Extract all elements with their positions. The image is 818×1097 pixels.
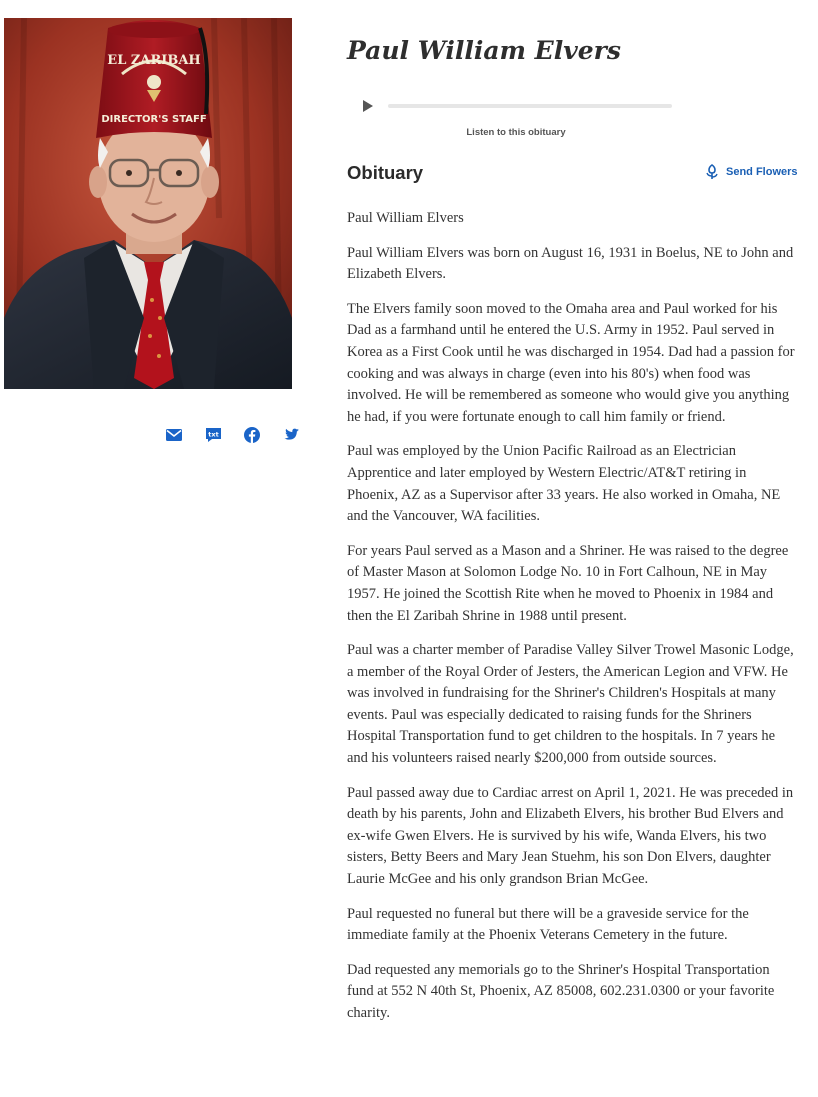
obituary-photo xyxy=(4,18,292,389)
obituary-name: Paul William Elvers xyxy=(347,36,621,65)
play-icon[interactable] xyxy=(360,98,376,114)
portrait-illustration xyxy=(4,18,292,389)
fez-text-bottom: DIRECTOR'S STAFF xyxy=(101,114,207,125)
twitter-share-button[interactable] xyxy=(281,425,301,445)
flower-icon xyxy=(705,164,719,180)
email-icon xyxy=(166,429,182,441)
obituary-paragraph: Paul passed away due to Cardiac arrest on April 1, 2021. He was preceded in death by his parents, John and Elizabeth Elvers, his brother Bud Elvers and ex-wife Gwen Elvers. He is survived by his wife, Wanda Elvers, his two sisters, Betty Beers and Mary Jean Stuehm, his son Don Elvers, daughter Laurie McGee and his only grandson Brian McGee. xyxy=(347,784,794,888)
obituary-paragraph: Paul William Elvers was born on August 16, 1931 in Boelus, NE to John and Elizabeth Elvers. xyxy=(347,244,794,283)
share-row xyxy=(164,425,301,445)
obituary-paragraph: Paul was employed by the Union Pacific Railroad as an Electrician Apprentice and later employed by Western Electric/AT&T retiring in Phoenix, AZ as a Supervisor after 33 years. He also worked in Omaha, NE and the Vancouver, WA facilities. xyxy=(347,443,781,525)
email-share-button[interactable] xyxy=(164,425,184,445)
obituary-paragraph: Paul William Elvers xyxy=(347,210,464,226)
send-flowers-label: Send Flowers xyxy=(726,166,798,178)
listen-label: Listen to this obituary xyxy=(466,127,566,138)
obituary-paragraph: Paul requested no funeral but there will be a graveside service for the immediate family at the Phoenix Veterans Cemetery in the future. xyxy=(347,905,749,944)
obituary-paragraph: Dad requested any memorials go to the Shriner's Hospital Transportation fund at 552 N 40th St, Phoenix, AZ 85008, 602.231.0300 or your favorite charity. xyxy=(347,961,775,1021)
text-message-icon xyxy=(205,427,222,443)
send-flowers-link[interactable] xyxy=(705,164,798,180)
obituary-paragraph: Paul was a charter member of Paradise Valley Silver Trowel Masonic Lodge, a member of the Royal Order of Jesters, the American Legion and VFW. He was involved in fundraising for the Shriner's Children's Hospitals at many events. Paul was especially dedicated to raising funds for the Shriners Hospital Transportation fund to get children to the hospitals. In 7 years he and his volunteers raised nearly $200,000 from outside sources. xyxy=(347,642,794,767)
obituary-paragraph: For years Paul served as a Mason and a Shriner. He was raised to the degree of Master Mason at Solomon Lodge No. 10 in Fort Calhoun, NE in May 1957. He joined the Scottish Rite when he moved to Phoenix in 1984 and then the El Zaribah Shrine in 1988 until present. xyxy=(347,542,789,624)
fez-text-top: EL ZARIBAH xyxy=(107,53,201,68)
obituary-paragraph: The Elvers family soon moved to the Omaha area and Paul worked for his Dad as a farmhand until he entered the U.S. Army in 1952. Paul served in Korea as a First Cook until he was discharged in 1954. Dad had a passion for cooking and was always in charge (even into his 80's) when food was involved. He will be remembered as someone who would give you anything he had, if you were fortunate enough to call him family or friend. xyxy=(347,300,795,425)
facebook-icon xyxy=(244,427,260,443)
text-message-share-button[interactable] xyxy=(203,425,223,445)
audio-progress-track[interactable] xyxy=(388,104,672,108)
twitter-icon xyxy=(283,428,299,442)
audio-player xyxy=(360,96,680,116)
facebook-share-button[interactable] xyxy=(242,425,262,445)
obituary-heading: Obituary xyxy=(347,162,424,183)
obituary-body xyxy=(347,208,799,1038)
svg-text:txt: txt xyxy=(207,430,219,439)
